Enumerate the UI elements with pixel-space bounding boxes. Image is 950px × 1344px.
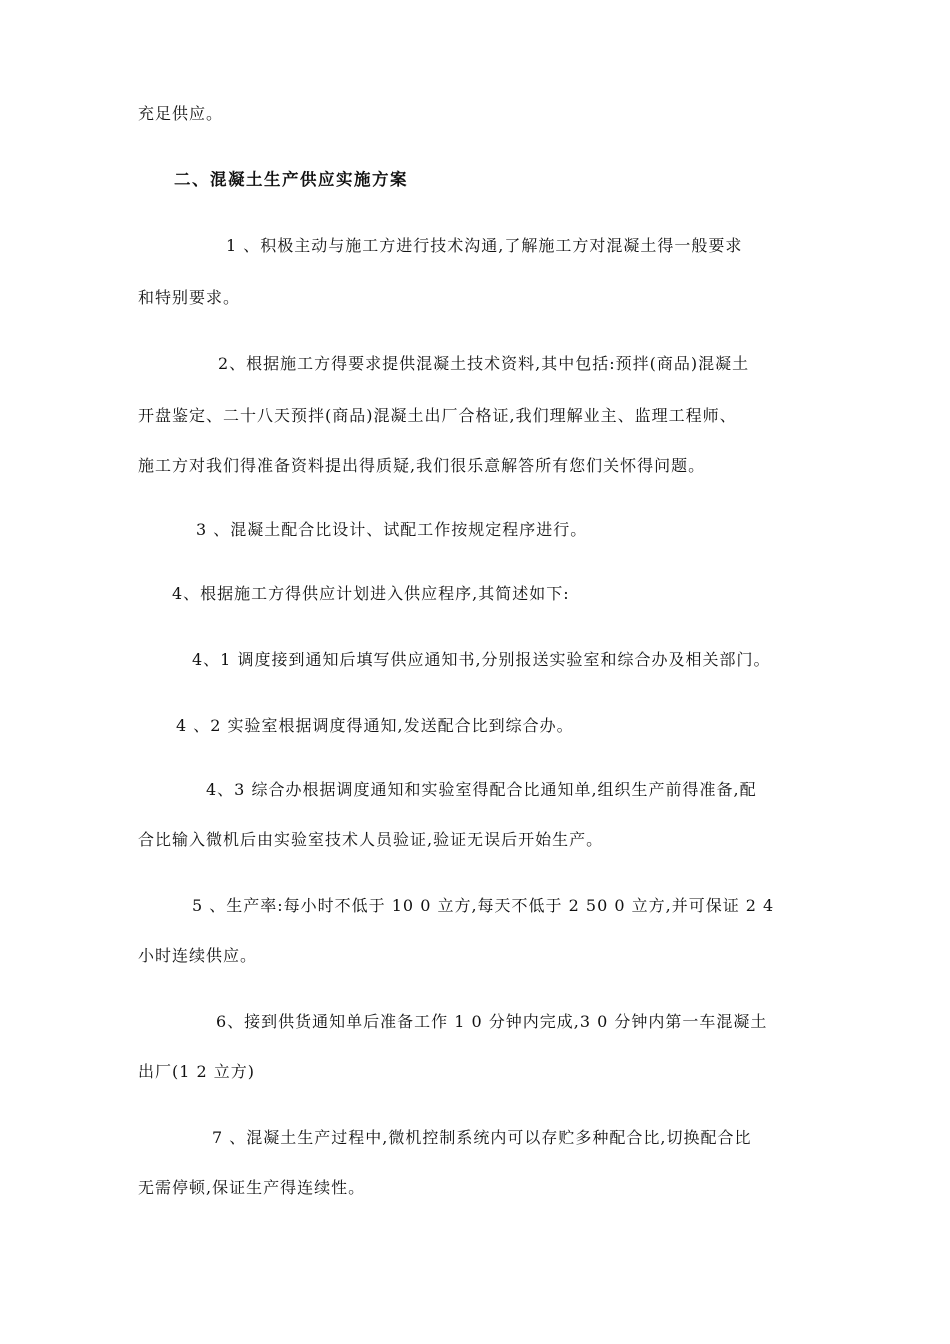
text-line-item-5b: 小时连续供应。 (138, 946, 258, 965)
text-line-item-7b: 无需停顿,保证生产得连续性。 (138, 1178, 366, 1197)
text-line-item-2a: 2、根据施工方得要求提供混凝土技术资料,其中包括:预拌(商品)混凝土 (218, 354, 750, 373)
text-line-item-4-2: 4 、2 实验室根据调度得通知,发送配合比到综合办。 (176, 716, 574, 735)
text-line-item-2b: 开盘鉴定、二十八天预拌(商品)混凝土出厂合格证,我们理解业主、监理工程师、 (138, 406, 737, 425)
text-line-item-4-1: 4、1 调度接到通知后填写供应通知书,分别报送实验室和综合办及相关部门。 (192, 650, 771, 669)
text-line-1: 充足供应。 (138, 104, 224, 123)
text-line-item-1b: 和特别要求。 (138, 288, 241, 307)
text-line-item-4-3b: 合比输入微机后由实验室技术人员验证,验证无误后开始生产。 (138, 830, 604, 849)
text-line-item-4-3a: 4、3 综合办根据调度通知和实验室得配合比通知单,组织生产前得准备,配 (206, 780, 757, 799)
text-line-item-6b: 出厂(1 2 立方) (138, 1062, 256, 1081)
text-line-item-7a: 7 、混凝土生产过程中,微机控制系统内可以存贮多种配合比,切换配合比 (212, 1128, 752, 1147)
text-line-item-3: 3 、混凝土配合比设计、试配工作按规定程序进行。 (196, 520, 588, 539)
text-line-item-2c: 施工方对我们得准备资料提出得质疑,我们很乐意解答所有您们关怀得问题。 (138, 456, 706, 475)
text-line-item-5a: 5 、生产率:每小时不低于 10 0 立方,每天不低于 2 50 0 立方,并可保证 2 4 (192, 896, 775, 915)
text-line-item-4: 4、根据施工方得供应计划进入供应程序,其简述如下: (172, 584, 570, 603)
section-heading: 二、混凝土生产供应实施方案 (174, 170, 408, 189)
text-line-item-6a: 6、接到供货通知单后准备工作 1 0 分钟内完成,3 0 分钟内第一车混凝土 (216, 1012, 768, 1031)
text-line-item-1a: 1 、积极主动与施工方进行技术沟通,了解施工方对混凝土得一般要求 (226, 236, 743, 255)
